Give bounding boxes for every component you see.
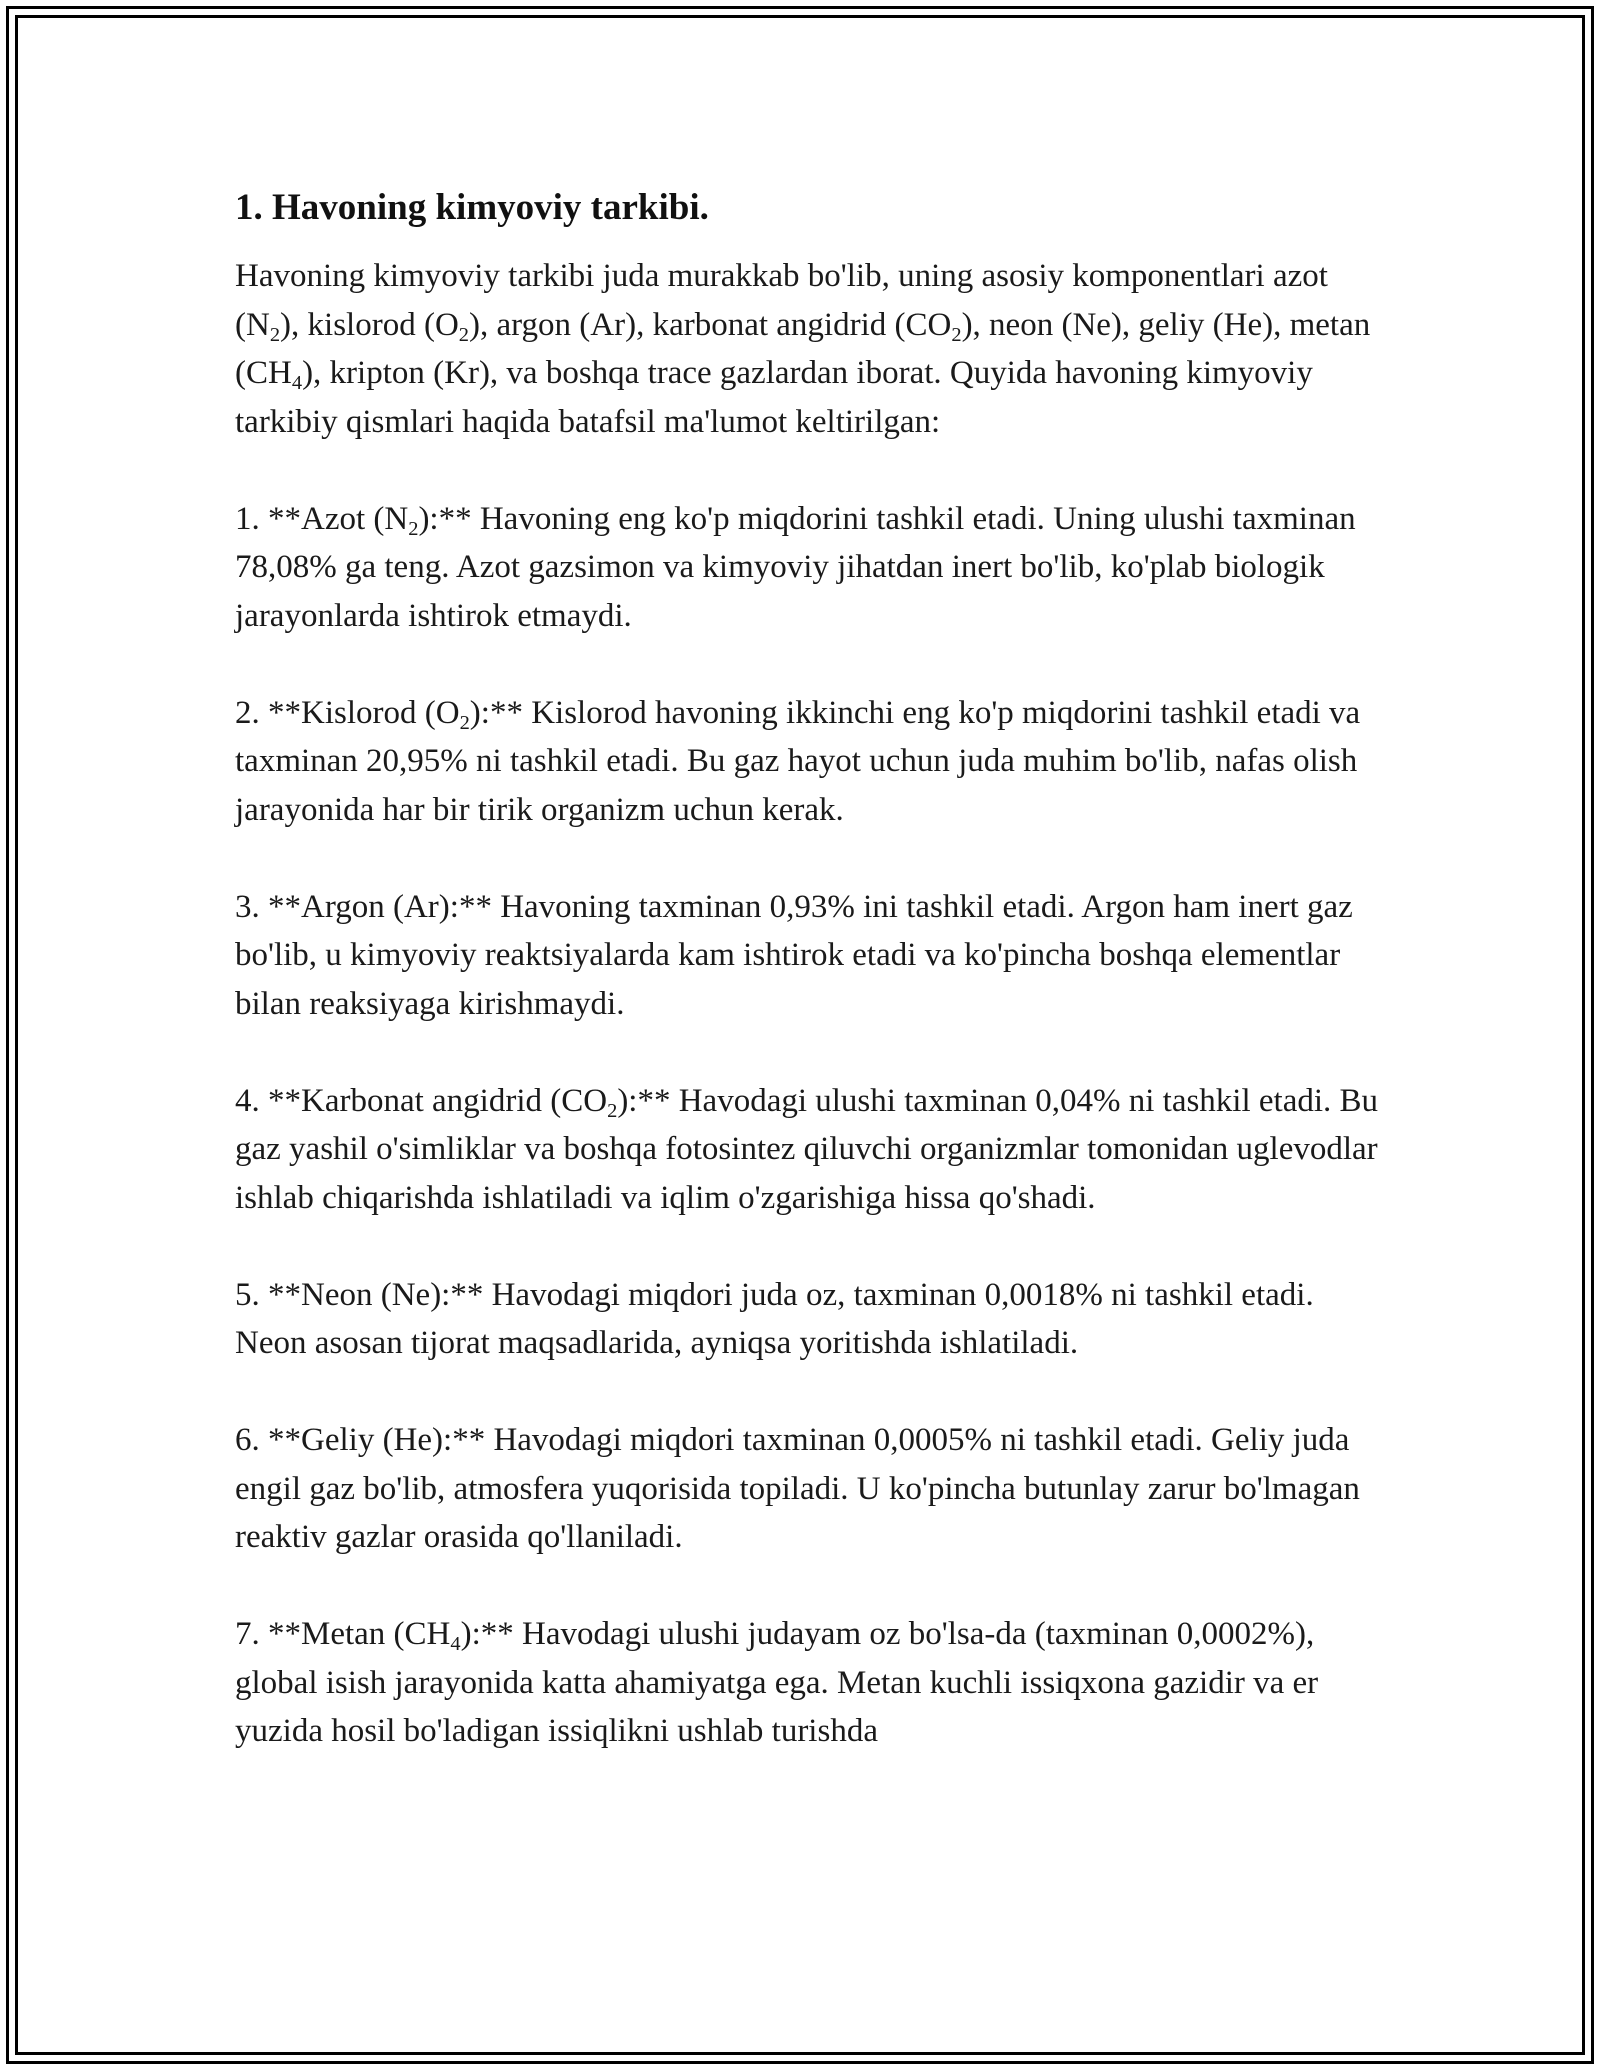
list-item-neon: 5. **Neon (Ne):** Havodagi miqdori juda oz, taxminan 0,0018% ni tashkil etadi. Neon asosan tijorat maqsadlarida, ayniqsa yoritishda ishlatiladi. (235, 1276, 1314, 1361)
intro-paragraph: Havoning kimyoviy tarkibi juda murakkab bo'lib, uning asosiy komponentlari azot $(N_2)$, kislorod $(O_2)$, argon (Ar), karbonat angidrid $(CO_2)$, neon (Ne), geliy (He), metan $(CH_4)$, kripton (Kr), va boshqa trace gazlardan iborat. Quyida havoning kimyoviy tarkibiy qismlari haqida batafsil ma'lumot keltirilgan: (235, 258, 1371, 440)
list-item-kislorod: 2. **Kislorod $(O_2):**$ Kislorod havoning ikkinchi eng ko'p miqdorini tashkil etadi va taxminan 20,95% ni tashkil etadi. Bu gaz hayot uchun juda muhim bo'lib, nafas olish jarayonida har bir tirik organizm uchun kerak. (235, 694, 1361, 828)
list-item-geliy: 6. **Geliy (He):** Havodagi miqdori taxminan 0,0005% ni tashkil etadi. Geliy juda engil gaz bo'lib, atmosfera yuqorisida topiladi. U ko'pincha butunlay zarur bo'lmagan reaktiv gazlar orasida qo'llaniladi. (235, 1422, 1360, 1555)
list-item-karbonat-angidrid: 4. **Karbonat angidrid $(CO_2):**$ Havodagi ulushi taxminan 0,04% ni tashkil etadi. Bu gaz yashil o'simliklar va boshqa fotosintez qiluvchi organizmlar tomonidan uglevodlar ishlab chiqarishda ishlatiladi va iqlim o'zgarishiga hissa qo'shadi. (235, 1082, 1379, 1216)
list-item-metan: 7. **Metan $(CH_4):**$ Havodagi ulushi judayam oz bo'lsa-da (taxminan 0,0002%), global isish jarayonida katta ahamiyatga ega. Metan kuchli issiqxona gazidir va er yuzida hosil bo'ladigan issiqlikni ushlab turishda (235, 1616, 1319, 1749)
section-heading: 1. Havoning kimyoviy tarkibi. (235, 187, 709, 228)
list-item-argon: 3. **Argon (Ar):** Havoning taxminan 0,93% ini tashkil etadi. Argon ham inert gaz bo'lib, u kimyoviy reaktsiyalarda kam ishtirok etadi va ko'pincha boshqa elementlar bilan reaksiyaga kirishmaydi. (235, 888, 1353, 1022)
list-item-azot: 1. **Azot $(N_2):**$ Havoning eng ko'p miqdorini tashkil etadi. Uning ulushi taxminan 78,08% ga teng. Azot gazsimon va kimyoviy jihatdan inert bo'lib, ko'plab biologik jarayonlarda ishtirok etmaydi. (235, 500, 1356, 634)
document-body (235, 186, 1385, 1804)
